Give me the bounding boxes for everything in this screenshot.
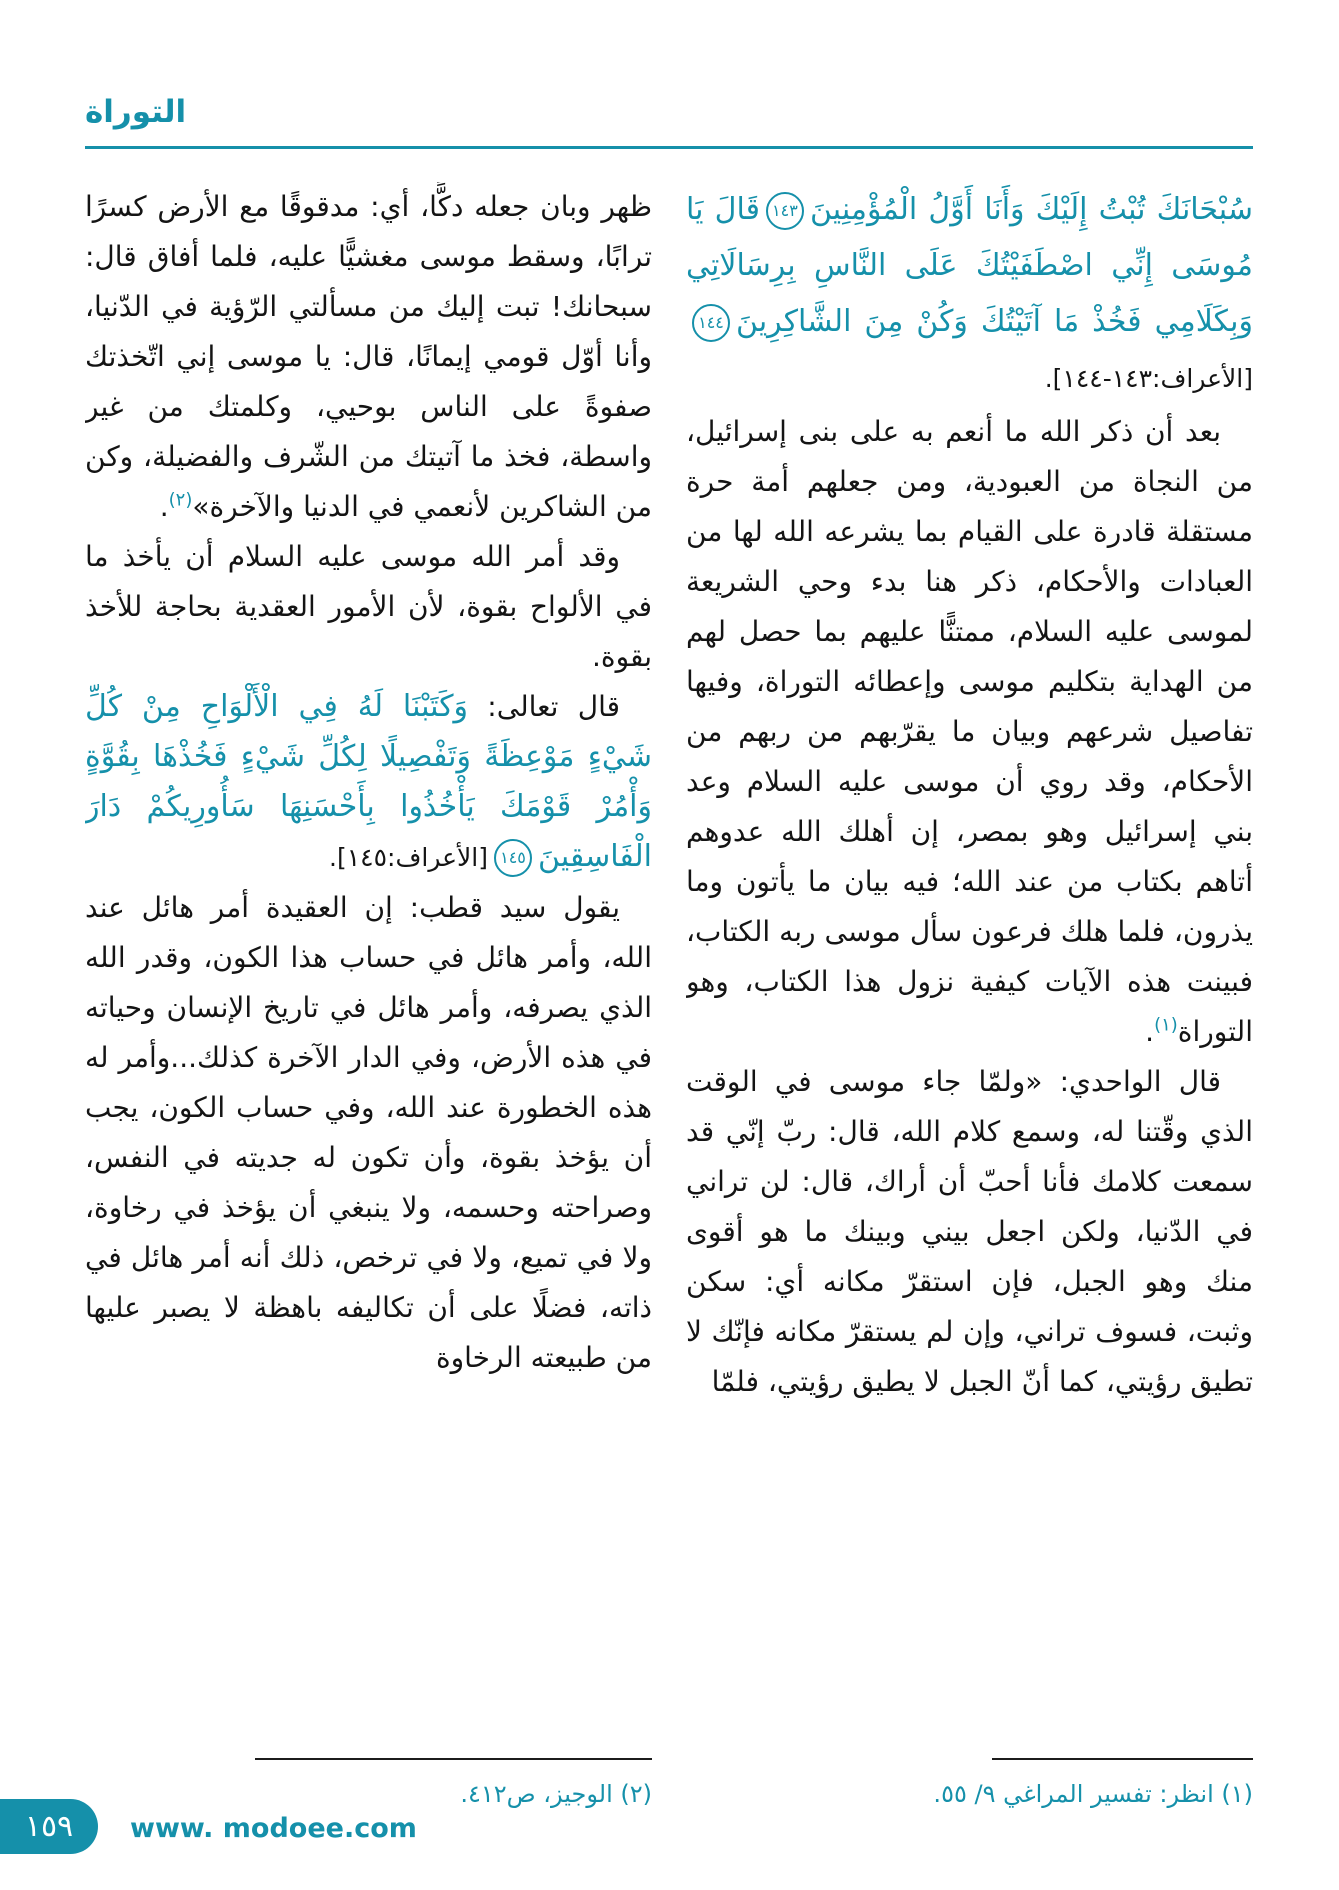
- footnote-1: (١) انظر: تفسير المراغي ٩/ ٥٥.: [933, 1780, 1253, 1808]
- paragraph-alwah: [85, 532, 652, 682]
- paragraph-tafsir-intro: [686, 407, 1253, 1057]
- page-number: ١٥٩: [24, 1809, 74, 1844]
- paragraph-wahidi-quote: [686, 1057, 1253, 1407]
- verse-text: سُبْحَانَكَ تُبْتُ إِلَيْكَ وَأَنَا أَوَّلُ الْمُؤْمِنِينَ: [809, 192, 1253, 227]
- footnote-marker-2: (٢): [168, 489, 193, 511]
- paragraph-text: وقد أمر الله موسى عليه السلام أن يأخذ ما في الألواح بقوة، لأن الأمور العقدية بحاجة للأخذ بقوة.: [85, 540, 652, 673]
- paragraph-text: .: [1145, 1015, 1155, 1048]
- column-right: [686, 182, 1253, 1812]
- paragraph-text: بعد أن ذكر الله ما أنعم به على بنى إسرائيل، من النجاة من العبودية، ومن جعلهم أمة حرة مستقلة قادرة على القيام بما يشرعه الله لها من العبادات والأحكام، ذكر هنا بدء وحي الشريعة لموسى عليه السلام، ممتنًّا عليهم بما حصل لهم من الهداية بتكليم موسى وإعطائه التوراة، وفيها تفاصيل شرعهم وبيان ما يقرّبهم من ربهم من الأحكام، وقد روي أن موسى عليه السلام وعد بني إسرائيل وهو بمصر، إن أهلك الله عدوهم أتاهم بكتاب من عند الله؛ فيه بيان ما يأتون وما يذرون، فلما هلك فرعون سأل موسى ربه الكتاب، فبينت هذه الآيات كيفية نزول هذا الكتاب، وهو التوراة: [686, 415, 1253, 1048]
- verse-reference: [الأعراف:١٤٥].: [329, 843, 488, 872]
- verse-reference: [الأعراف:١٤٣-١٤٤].: [1044, 364, 1253, 393]
- page-content: [85, 182, 1253, 1812]
- paragraph-text: يقول سيد قطب: إن العقيدة أمر هائل عند الله، وأمر هائل في حساب هذا الكون، وقدر الله الذي يصرفه، وأمر هائل في تاريخ الإنسان وحياته في هذه الأرض، وفي الدار الآخرة كذلك...وأمر له هذه الخطورة عند الله، وفي حساب الكون، يجب أن يؤخذ بقوة، وأن تكون له جديته في النفس، وصراحته وحسمه، ولا ينبغي أن يؤخذ في رخاوة، ولا في تميع، ولا في ترخص، ذلك أنه أمر هائل في ذاته، فضلًا على أن تكاليفه باهظة لا يصبر عليها من طبيعته الرخاوة: [85, 891, 652, 1374]
- paragraph-sayyid-qutb: [85, 883, 652, 1383]
- ayah-number-143: ١٤٣: [766, 192, 804, 230]
- paragraph-text: ظهر وبان جعله دكًّا، أي: مدقوقًا مع الأرض كسرًا ترابًا، وسقط موسى مغشيًّا عليه، فلما أفاق قال: سبحانك! تبت إليك من مسألتي الرّؤية في الدّنيا، وأنا أوّل قومي إيمانًا، قال: يا موسى إني اتّخذتك صفوةً على الناس بوحيي، وكلمتك من غير واسطة، فخذ ما آتيتك من الشّرف والفضيلة، وكن من الشاكرين لأنعمي في الدنيا والآخرة»: [85, 190, 652, 523]
- paragraph-text: قال الواحدي: «ولمّا جاء موسى في الوقت الذي وقّتنا له، وسمع كلام الله، قال: ربّ إنّي قد سمعت كلامك فأنا أحبّ أن أراك، قال: لن تراني في الدّنيا، ولكن اجعل بيني وبينك ما هو أقوى منك وهو الجبل، فإن استقرّ مكانه أي: سكن وثبت، فسوف تراني، وإن لم يستقرّ مكانه فإنّك لا تطيق رؤيتي، كما أنّ الجبل لا يطيق رؤيتي، فلمّا: [686, 1065, 1253, 1398]
- paragraph-text: .: [159, 490, 169, 523]
- footnotes-left-column: [85, 1748, 652, 1812]
- quran-verse-araf-145: [85, 682, 652, 883]
- verse-text: وَكَتَبْنَا لَهُ فِي الْأَلْوَاحِ مِنْ كُلِّ شَيْءٍ مَوْعِظَةً وَتَفْصِيلًا لِكُلِّ شَيْءٍ فَخُذْهَا بِقُوَّةٍ وَأْمُرْ قَوْمَكَ يَأْخُذُوا بِأَحْسَنِهَا سَأُورِيكُمْ دَارَ الْفَاسِقِينَ: [85, 689, 652, 874]
- footnote-divider: [255, 1758, 652, 1760]
- footnote-divider: [992, 1758, 1253, 1760]
- verse-intro: قال تعالى:: [468, 690, 620, 723]
- footnote-2: (٢) الوجيز، ص٤١٢.: [460, 1780, 652, 1808]
- quran-verse-araf-143-144: [686, 182, 1253, 407]
- header-divider: [85, 146, 1253, 149]
- footnote-marker-1: (١): [1154, 1014, 1178, 1036]
- footnotes-right-column: [686, 1748, 1253, 1812]
- ayah-number-144: ١٤٤: [692, 304, 730, 342]
- website-url: www. modoee.com: [130, 1813, 417, 1844]
- page-header-title: التوراة: [85, 94, 187, 130]
- paragraph-continuation: [85, 182, 652, 532]
- column-left: [85, 182, 652, 1812]
- page-number-badge: [0, 1799, 98, 1854]
- verse-text: قَالَ يَا مُوسَى إِنِّي اصْطَفَيْتُكَ عَلَى النَّاسِ بِرِسَالَاتِي وَبِكَلَامِي فَخُذْ مَا آتَيْتُكَ وَكُنْ مِنَ الشَّاكِرِينَ: [686, 192, 1253, 339]
- ayah-number-145: ١٤٥: [494, 839, 532, 877]
